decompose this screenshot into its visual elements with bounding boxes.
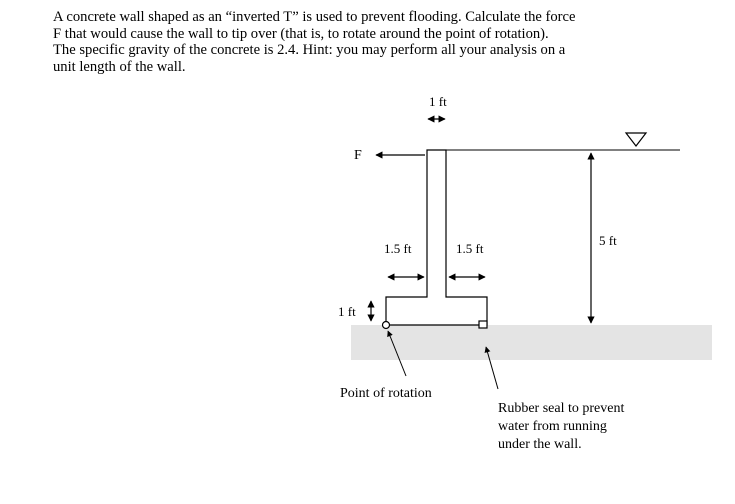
dim-base-label: 1 ft — [338, 304, 356, 319]
problem-line-2: F that would cause the wall to tip over (that is, to rotate around the point of rotation). — [53, 25, 549, 42]
dim-water-label: 5 ft — [599, 233, 617, 248]
point-of-rotation-marker — [383, 322, 390, 329]
concrete-wall-inverted-t — [386, 150, 487, 325]
problem-line-3: The specific gravity of the concrete is 2.4. Hint: you may perform all your analysis on a — [53, 42, 566, 58]
rubber-seal-label-line-3: under the wall. — [498, 437, 582, 452]
problem-line-1: A concrete wall shaped as an “inverted T” is used to prevent flooding. Calculate the force — [53, 9, 576, 25]
dim-right-label: 1.5 ft — [456, 241, 484, 256]
force-label: F — [354, 148, 362, 163]
water-level-triangle-icon — [626, 133, 646, 146]
dim-top-label: 1 ft — [429, 94, 447, 109]
point-of-rotation-label: Point of rotation — [340, 386, 432, 401]
ground — [351, 325, 712, 360]
dim-left-label: 1.5 ft — [384, 241, 412, 256]
problem-line-4: unit length of the wall. — [53, 58, 186, 75]
rubber-seal-label-line-1: Rubber seal to prevent — [498, 401, 625, 416]
rubber-seal-marker — [479, 321, 487, 328]
rubber-seal-label-line-2: water from running — [498, 419, 607, 434]
